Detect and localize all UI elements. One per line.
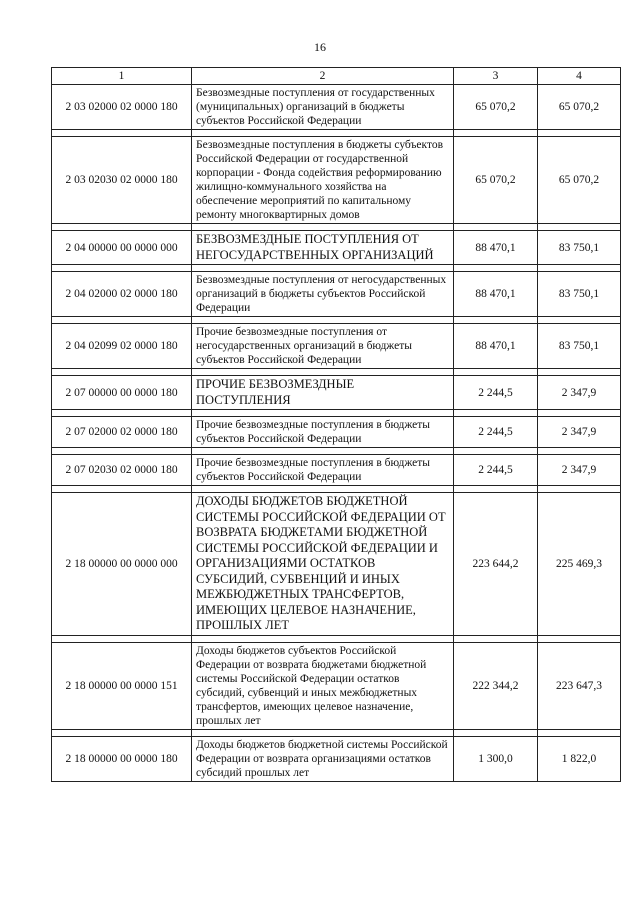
- table-header-row: [52, 68, 621, 85]
- page-number: 16: [314, 40, 326, 54]
- separator-cell: [192, 486, 454, 493]
- table-row: [52, 417, 621, 448]
- table-body: [52, 85, 621, 782]
- value-col3-cell: 65 070,2: [454, 137, 538, 224]
- budget-code-cell: 2 04 00000 00 0000 000: [52, 231, 192, 265]
- column-header-4: 4: [538, 68, 621, 85]
- row-separator: [52, 729, 621, 736]
- row-separator: [52, 635, 621, 642]
- separator-cell: [538, 369, 621, 376]
- row-separator: [52, 265, 621, 272]
- value-col4-cell: 83 750,1: [538, 231, 621, 265]
- item-name-cell: ПРОЧИЕ БЕЗВОЗМЕЗДНЫЕ ПОСТУПЛЕНИЯ: [192, 376, 454, 410]
- value-col3-cell: 2 244,5: [454, 376, 538, 410]
- value-col4-cell: 2 347,9: [538, 455, 621, 486]
- item-name-cell: БЕЗВОЗМЕЗДНЫЕ ПОСТУПЛЕНИЯ ОТ НЕГОСУДАРСТВЕННЫХ ОРГАНИЗАЦИЙ: [192, 231, 454, 265]
- budget-code-cell: 2 07 02000 02 0000 180: [52, 417, 192, 448]
- item-name-cell: Безвозмездные поступления от государственных (муниципальных) организаций в бюджеты субъектов Российской Федерации: [192, 85, 454, 130]
- separator-cell: [52, 410, 192, 417]
- table-row: [52, 85, 621, 130]
- value-col3-cell: 222 344,2: [454, 642, 538, 729]
- separator-cell: [192, 224, 454, 231]
- separator-cell: [538, 729, 621, 736]
- table-row: [52, 137, 621, 224]
- separator-cell: [52, 224, 192, 231]
- table-row: [52, 736, 621, 781]
- separator-cell: [538, 265, 621, 272]
- table-row: [52, 455, 621, 486]
- item-name-cell: Доходы бюджетов субъектов Российской Федерации от возврата бюджетами бюджетной системы Российской Федерации остатков субсидий, субвенций и иных межбюджетных трансфертов, имеющих целевое назначение, прошлых лет: [192, 642, 454, 729]
- separator-cell: [52, 265, 192, 272]
- value-col4-cell: 223 647,3: [538, 642, 621, 729]
- table-row: [52, 376, 621, 410]
- separator-cell: [52, 635, 192, 642]
- separator-cell: [192, 410, 454, 417]
- separator-cell: [538, 130, 621, 137]
- row-separator: [52, 130, 621, 137]
- separator-cell: [454, 369, 538, 376]
- separator-cell: [454, 410, 538, 417]
- separator-cell: [538, 448, 621, 455]
- value-col4-cell: 83 750,1: [538, 272, 621, 317]
- budget-code-cell: 2 03 02000 02 0000 180: [52, 85, 192, 130]
- column-header-1: 1: [52, 68, 192, 85]
- value-col3-cell: 65 070,2: [454, 85, 538, 130]
- separator-cell: [192, 635, 454, 642]
- separator-cell: [538, 635, 621, 642]
- budget-code-cell: 2 04 02099 02 0000 180: [52, 324, 192, 369]
- separator-cell: [454, 729, 538, 736]
- item-name-cell: ДОХОДЫ БЮДЖЕТОВ БЮДЖЕТНОЙ СИСТЕМЫ РОССИЙСКОЙ ФЕДЕРАЦИИ ОТ ВОЗВРАТА БЮДЖЕТАМИ БЮДЖЕТНОЙ СИСТЕМЫ РОССИЙСКОЙ ФЕДЕРАЦИИ И ОРГАНИЗАЦИЯМИ ОСТАТКОВ СУБСИДИЙ, СУБВЕНЦИЙ И ИНЫХ МЕЖБЮДЖЕТНЫХ ТРАНСФЕРТОВ, ИМЕЮЩИХ ЦЕЛЕВОЕ НАЗНАЧЕНИЕ, ПРОШЛЫХ ЛЕТ: [192, 493, 454, 636]
- separator-cell: [454, 265, 538, 272]
- value-col4-cell: 2 347,9: [538, 376, 621, 410]
- column-header-2: 2: [192, 68, 454, 85]
- item-name-cell: Прочие безвозмездные поступления от негосударственных организаций в бюджеты субъектов Российской Федерации: [192, 324, 454, 369]
- separator-cell: [192, 317, 454, 324]
- separator-cell: [192, 448, 454, 455]
- separator-cell: [52, 486, 192, 493]
- budget-code-cell: 2 18 00000 00 0000 151: [52, 642, 192, 729]
- budget-code-cell: 2 07 00000 00 0000 180: [52, 376, 192, 410]
- value-col3-cell: 88 470,1: [454, 324, 538, 369]
- row-separator: [52, 448, 621, 455]
- separator-cell: [52, 369, 192, 376]
- budget-code-cell: 2 03 02030 02 0000 180: [52, 137, 192, 224]
- item-name-cell: Прочие безвозмездные поступления в бюджеты субъектов Российской Федерации: [192, 417, 454, 448]
- value-col4-cell: 65 070,2: [538, 137, 621, 224]
- item-name-cell: Доходы бюджетов бюджетной системы Российской Федерации от возврата организациями остатков субсидий прошлых лет: [192, 736, 454, 781]
- table-row: [52, 231, 621, 265]
- separator-cell: [538, 410, 621, 417]
- budget-code-cell: 2 07 02030 02 0000 180: [52, 455, 192, 486]
- separator-cell: [454, 317, 538, 324]
- budget-table: [51, 67, 621, 782]
- budget-code-cell: 2 18 00000 00 0000 000: [52, 493, 192, 636]
- column-header-3: 3: [454, 68, 538, 85]
- table-row: [52, 324, 621, 369]
- separator-cell: [538, 224, 621, 231]
- separator-cell: [538, 317, 621, 324]
- value-col3-cell: 88 470,1: [454, 272, 538, 317]
- separator-cell: [454, 448, 538, 455]
- separator-cell: [454, 130, 538, 137]
- separator-cell: [52, 317, 192, 324]
- separator-cell: [192, 265, 454, 272]
- item-name-cell: Безвозмездные поступления от негосударственных организаций в бюджеты субъектов Российской Федерации: [192, 272, 454, 317]
- item-name-cell: Прочие безвозмездные поступления в бюджеты субъектов Российской Федерации: [192, 455, 454, 486]
- row-separator: [52, 369, 621, 376]
- table-row: [52, 272, 621, 317]
- separator-cell: [52, 448, 192, 455]
- separator-cell: [52, 729, 192, 736]
- separator-cell: [52, 130, 192, 137]
- separator-cell: [192, 729, 454, 736]
- value-col3-cell: 2 244,5: [454, 417, 538, 448]
- item-name-cell: Безвозмездные поступления в бюджеты субъектов Российской Федерации от государственной корпорации - Фонда содействия реформированию жилищно-коммунального хозяйства на обеспечение мероприятий по капитальному ремонту многоквартирных домов: [192, 137, 454, 224]
- value-col4-cell: 83 750,1: [538, 324, 621, 369]
- row-separator: [52, 410, 621, 417]
- value-col4-cell: 65 070,2: [538, 85, 621, 130]
- row-separator: [52, 486, 621, 493]
- value-col3-cell: 223 644,2: [454, 493, 538, 636]
- separator-cell: [192, 369, 454, 376]
- table-row: [52, 642, 621, 729]
- value-col3-cell: 88 470,1: [454, 231, 538, 265]
- value-col3-cell: 2 244,5: [454, 455, 538, 486]
- value-col4-cell: 2 347,9: [538, 417, 621, 448]
- table-row: [52, 493, 621, 636]
- budget-code-cell: 2 04 02000 02 0000 180: [52, 272, 192, 317]
- separator-cell: [454, 635, 538, 642]
- separator-cell: [538, 486, 621, 493]
- value-col3-cell: 1 300,0: [454, 736, 538, 781]
- value-col4-cell: 1 822,0: [538, 736, 621, 781]
- row-separator: [52, 224, 621, 231]
- row-separator: [52, 317, 621, 324]
- value-col4-cell: 225 469,3: [538, 493, 621, 636]
- budget-code-cell: 2 18 00000 00 0000 180: [52, 736, 192, 781]
- separator-cell: [454, 486, 538, 493]
- separator-cell: [454, 224, 538, 231]
- separator-cell: [192, 130, 454, 137]
